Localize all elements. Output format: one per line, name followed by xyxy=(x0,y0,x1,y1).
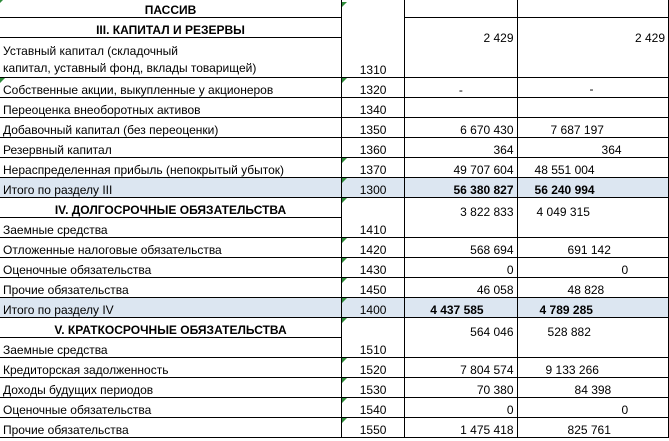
row-label-line1: Уставный капитал (складочный xyxy=(3,44,178,58)
cell-value: 564 046 xyxy=(470,325,514,339)
row-code: 1400 xyxy=(359,303,387,317)
row-code: 1340 xyxy=(359,103,387,117)
code-cell[interactable] xyxy=(342,318,405,358)
value-cell[interactable] xyxy=(405,378,517,398)
row-code: 1360 xyxy=(359,143,387,157)
row-label: Прочие обязательства xyxy=(3,283,129,297)
code-cell[interactable] xyxy=(342,278,405,298)
code-cell[interactable] xyxy=(342,78,405,98)
cell-value: 825 761 xyxy=(567,423,611,437)
table-row xyxy=(0,278,669,298)
cell-value: 49 707 604 xyxy=(453,163,514,177)
table-row xyxy=(0,78,669,98)
table-row xyxy=(0,258,669,278)
table-row xyxy=(0,318,669,338)
row-label: Прочие обязательства xyxy=(3,423,129,437)
row-label: Собственные акции, выкупленные у акционеров xyxy=(3,83,274,97)
section-header-cell[interactable] xyxy=(0,18,342,38)
cell-value: 4 437 585 xyxy=(430,303,484,317)
label-cell[interactable] xyxy=(0,178,342,198)
value-cell[interactable] xyxy=(517,178,668,198)
cell-marker-icon xyxy=(342,418,347,423)
code-cell[interactable] xyxy=(342,398,405,418)
cell-marker-icon xyxy=(342,358,347,363)
cell-value: 568 694 xyxy=(470,243,514,257)
row-code: 1420 xyxy=(359,243,387,257)
row-label: Заемные средства xyxy=(3,223,108,237)
value-cell[interactable] xyxy=(517,398,668,418)
table-row xyxy=(0,298,669,318)
label-cell[interactable] xyxy=(0,158,342,178)
cell-marker-icon xyxy=(342,158,347,163)
row-label: Итого по разделу III xyxy=(3,183,113,197)
value-cell[interactable] xyxy=(517,138,668,158)
table-row xyxy=(0,238,669,258)
cell-value: 7 687 197 xyxy=(550,123,604,137)
value-cell[interactable] xyxy=(405,318,517,358)
value-cell[interactable] xyxy=(405,98,517,118)
value-cell[interactable] xyxy=(405,118,517,138)
table-row xyxy=(0,178,669,198)
cell-marker-icon xyxy=(342,258,347,263)
cell-marker-icon xyxy=(342,378,347,383)
code-cell[interactable] xyxy=(342,418,405,438)
label-cell[interactable] xyxy=(0,398,342,418)
cell-value: 56 380 827 xyxy=(453,183,514,197)
cell-marker-icon xyxy=(342,198,347,203)
row-label: Кредиторская задолженность xyxy=(3,363,169,377)
value-cell[interactable] xyxy=(405,0,517,18)
row-label: Переоценка внеоборотных активов xyxy=(3,103,201,117)
row-code: 1510 xyxy=(359,343,387,357)
label-cell[interactable] xyxy=(0,138,342,158)
label-cell[interactable] xyxy=(0,378,342,398)
value-cell[interactable] xyxy=(405,198,517,238)
table-row xyxy=(0,18,669,38)
table-row xyxy=(0,98,669,118)
value-cell[interactable] xyxy=(517,98,668,118)
value-cell[interactable] xyxy=(517,298,668,318)
value-cell[interactable] xyxy=(517,158,668,178)
row-code: 1350 xyxy=(359,123,387,137)
label-cell[interactable] xyxy=(0,358,342,378)
cell-marker-icon xyxy=(342,398,347,403)
table-row xyxy=(0,198,669,218)
label-cell[interactable] xyxy=(0,418,342,438)
cell-marker-icon xyxy=(342,278,347,283)
section-header: V. КРАТКОСРОЧНЫЕ ОБЯЗАТЕЛЬСТВА xyxy=(54,323,287,337)
cell-marker-icon xyxy=(342,2,347,7)
value-cell[interactable] xyxy=(517,0,668,18)
label-cell[interactable] xyxy=(0,258,342,278)
cell-value: 7 804 574 xyxy=(460,363,514,377)
cell-value: 0 xyxy=(621,263,629,277)
label-cell[interactable] xyxy=(0,78,342,98)
cell-value: 0 xyxy=(506,403,514,417)
row-code: 1310 xyxy=(359,63,387,77)
value-cell[interactable] xyxy=(405,138,517,158)
cell-value: 364 xyxy=(601,143,622,157)
cell-value: 56 240 994 xyxy=(534,183,595,197)
code-cell[interactable] xyxy=(342,378,405,398)
value-cell[interactable] xyxy=(405,358,517,378)
cell-value: 2 429 xyxy=(634,31,665,45)
value-cell[interactable] xyxy=(517,358,668,378)
code-cell[interactable] xyxy=(342,198,405,238)
value-cell[interactable] xyxy=(405,238,517,258)
cell-value: 0 xyxy=(506,263,514,277)
label-cell[interactable] xyxy=(0,118,342,138)
code-cell[interactable] xyxy=(342,98,405,118)
value-cell[interactable] xyxy=(405,418,517,438)
value-cell[interactable] xyxy=(405,18,517,78)
row-label: Оценочные обязательства xyxy=(3,403,152,417)
cell-value: 691 142 xyxy=(567,243,611,257)
cell-marker-icon xyxy=(0,0,5,3)
cell-marker-icon xyxy=(0,78,5,83)
cell-value: 2 429 xyxy=(483,31,514,45)
code-cell[interactable] xyxy=(342,238,405,258)
value-cell[interactable] xyxy=(517,418,668,438)
row-code: 1540 xyxy=(359,403,387,417)
row-label: Заемные средства xyxy=(3,343,108,357)
row-label-line2: капитал, уставный фонд, вклады товарищей) xyxy=(3,61,257,75)
label-cell[interactable] xyxy=(0,238,342,258)
value-cell[interactable] xyxy=(405,158,517,178)
code-cell[interactable] xyxy=(342,138,405,158)
label-cell[interactable] xyxy=(0,218,342,238)
table-row xyxy=(0,138,669,158)
row-code: 1410 xyxy=(359,223,387,237)
row-code: 1320 xyxy=(359,83,387,97)
table-row xyxy=(0,418,669,438)
code-cell[interactable] xyxy=(342,358,405,378)
passive-header-cell[interactable] xyxy=(0,0,342,18)
cell-value: 4 789 285 xyxy=(539,303,593,317)
row-code: 1300 xyxy=(359,183,387,197)
cell-value: 4 049 315 xyxy=(536,205,590,219)
value-cell[interactable] xyxy=(517,318,668,358)
label-cell[interactable] xyxy=(0,298,342,318)
cell-value: 46 058 xyxy=(476,283,514,297)
row-label: Оценочные обязательства xyxy=(3,263,152,277)
row-code: 1520 xyxy=(359,363,387,377)
code-cell[interactable] xyxy=(342,258,405,278)
row-code: 1450 xyxy=(359,283,387,297)
row-code: 1430 xyxy=(359,263,387,277)
table-row xyxy=(0,358,669,378)
value-cell[interactable] xyxy=(517,378,668,398)
value-cell[interactable] xyxy=(517,18,668,78)
code-cell[interactable] xyxy=(342,298,405,318)
value-cell[interactable] xyxy=(517,118,668,138)
section-header: III. КАПИТАЛ И РЕЗЕРВЫ xyxy=(96,23,245,37)
cell-value: - xyxy=(589,82,594,96)
label-cell[interactable] xyxy=(0,278,342,298)
value-cell[interactable] xyxy=(405,398,517,418)
table-row xyxy=(0,0,669,18)
cell-value: 9 133 266 xyxy=(545,363,599,377)
cell-marker-icon xyxy=(342,238,347,243)
row-label: Нераспределенная прибыль (непокрытый убыток) xyxy=(3,163,285,177)
row-label: Доходы будущих периодов xyxy=(3,383,154,397)
row-label: Добавочный капитал (без переоценки) xyxy=(3,123,219,137)
cell-value: 0 xyxy=(621,403,629,417)
label-cell[interactable] xyxy=(0,98,342,118)
row-label: Резервный капитал xyxy=(3,143,112,157)
cell-value: 528 882 xyxy=(547,325,591,339)
label-cell[interactable] xyxy=(0,338,342,358)
cell-value: 70 380 xyxy=(476,383,514,397)
value-cell[interactable] xyxy=(405,298,517,318)
cell-marker-icon xyxy=(342,318,347,323)
row-label: Итого по разделу IV xyxy=(3,303,114,317)
cell-value: 48 828 xyxy=(567,283,605,297)
section-header-cell[interactable] xyxy=(0,198,342,218)
section-header: IV. ДОЛГОСРОЧНЫЕ ОБЯЗАТЕЛЬСТВА xyxy=(54,203,287,217)
label-cell[interactable] xyxy=(0,38,342,78)
row-label: Отложенные налоговые обязательства xyxy=(3,243,222,257)
cell-value: 6 670 430 xyxy=(460,123,514,137)
value-cell[interactable] xyxy=(405,258,517,278)
row-code: 1550 xyxy=(359,423,387,437)
value-cell[interactable] xyxy=(517,258,668,278)
cell-value: 84 398 xyxy=(574,383,612,397)
cell-marker-icon xyxy=(342,78,347,83)
cell-value: 1 475 418 xyxy=(460,423,514,437)
cell-value: 3 822 833 xyxy=(460,205,514,219)
value-cell[interactable] xyxy=(517,78,668,98)
section-header-cell[interactable] xyxy=(0,318,342,338)
code-cell[interactable] xyxy=(342,118,405,138)
value-cell[interactable] xyxy=(405,78,517,98)
table-row xyxy=(0,398,669,418)
value-cell[interactable] xyxy=(405,278,517,298)
cell-value: 364 xyxy=(493,143,514,157)
table-row xyxy=(0,378,669,398)
value-cell[interactable] xyxy=(517,238,668,258)
table-row xyxy=(0,158,669,178)
cell-marker-icon xyxy=(342,178,347,183)
row-code: 1530 xyxy=(359,383,387,397)
value-cell[interactable] xyxy=(405,178,517,198)
passive-header: ПАССИВ xyxy=(144,3,197,17)
cell-value: 48 551 004 xyxy=(534,163,595,177)
cell-marker-icon xyxy=(342,298,347,303)
table-row xyxy=(0,118,669,138)
value-cell[interactable] xyxy=(517,278,668,298)
value-cell[interactable] xyxy=(517,198,668,238)
code-cell[interactable] xyxy=(342,178,405,198)
code-cell[interactable] xyxy=(342,0,405,78)
code-cell[interactable] xyxy=(342,158,405,178)
row-code: 1370 xyxy=(359,163,387,177)
cell-value: - xyxy=(458,83,463,97)
